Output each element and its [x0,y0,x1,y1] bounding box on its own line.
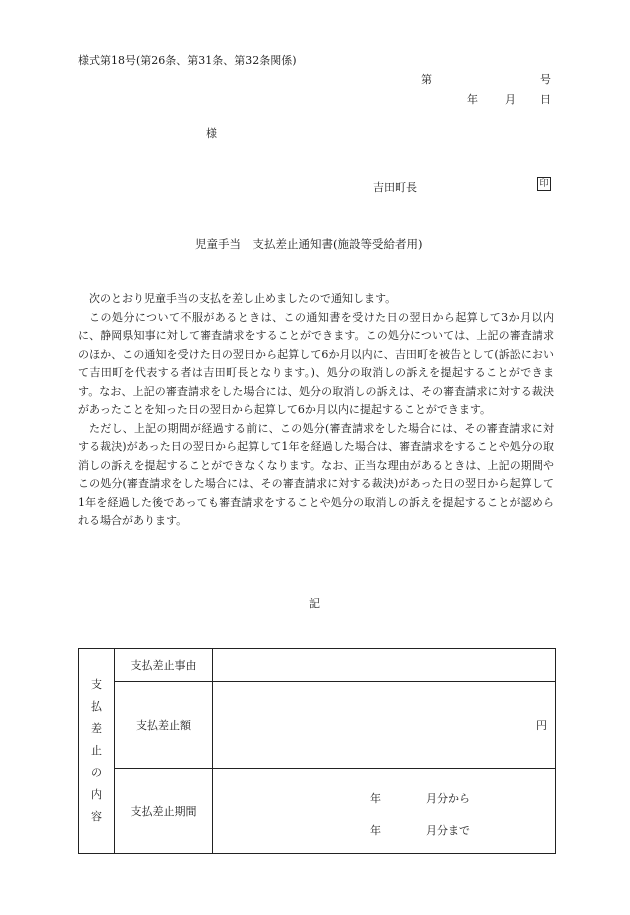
amount-unit: 円 [536,719,547,732]
period-to-month-label: 月分まで [426,824,470,837]
period-from-month-label: 月分から [426,792,470,805]
document-number-suffix: 号 [540,73,551,86]
date-day-label: 日 [540,93,551,106]
period-from-year-label: 年 [370,792,381,805]
reason-label: 支払差止事由 [115,649,213,682]
date-year-label: 年 [467,93,478,106]
date-month-label: 月 [505,93,516,106]
issuer-name: 吉田町長 [373,181,417,194]
side-label-char: 差 [91,722,102,735]
document-number-prefix: 第 [421,73,432,86]
table-row-period [79,769,556,854]
table-row-amount [79,682,556,769]
period-to-year-label: 年 [370,824,381,837]
side-label-char: の [91,766,102,779]
period-label: 支払差止期間 [115,769,213,854]
side-label-char: 支 [91,678,102,691]
ki-heading: 記 [309,597,320,610]
seal-stamp: 印 [537,177,551,191]
reason-value-cell[interactable] [213,649,556,682]
amount-value-cell[interactable] [213,682,556,769]
body-paragraph-appeal: この処分について不服があるときは、この通知書を受けた日の翌日から起算して3か月以内に、静岡県知事に対して審査請求をすることができます。この処分については、上記の審査請求のほか、この通知を受けた日の翌日から起算して6か月以内に、吉田町を被告として(訴訟において吉田町を代表する者は吉田町長となります。)、処分の取消しの訴えを提起することができます。なお、上記の審査請求をした場合には、処分の取消しの訴えは、その審査請求に対する裁決があったことを知った日の翌日から起算して6か月以内に提起することができます。 [78,310,554,416]
form-number: 様式第18号(第26条、第31条、第32条関係) [78,54,297,67]
notice-body [78,290,554,531]
addressee-suffix: 様 [206,127,217,140]
period-value-cell[interactable] [213,769,556,854]
amount-label: 支払差止額 [115,682,213,769]
side-label-cell [79,649,115,854]
suspension-details-table [78,648,556,854]
side-label-char: 容 [91,810,102,823]
body-paragraph-deadline: ただし、上記の期間が経過する前に、この処分(審査請求をした場合には、その審査請求に対する裁決)があった日の翌日から起算して1年を経過した場合は、審査請求をすることや処分の取消しの訴えを提起することができなくなります。なお、正当な理由があるときは、上記の期間やこの処分(審査請求をした場合には、その審査請求に対する裁決)があった日の翌日から起算して1年を経過した後であっても審査請求をすることや処分の取消しの訴えを提起することが認められる場合があります。 [78,421,554,527]
document-title: 児童手当 支払差止通知書(施設等受給者用) [195,237,423,251]
side-label-char: 内 [91,788,102,801]
body-paragraph-intro: 次のとおり児童手当の支払を差し止めましたので通知します。 [89,292,397,305]
side-label-char: 払 [91,700,102,713]
table-row-reason [79,649,556,682]
side-label-char: 止 [91,744,102,757]
